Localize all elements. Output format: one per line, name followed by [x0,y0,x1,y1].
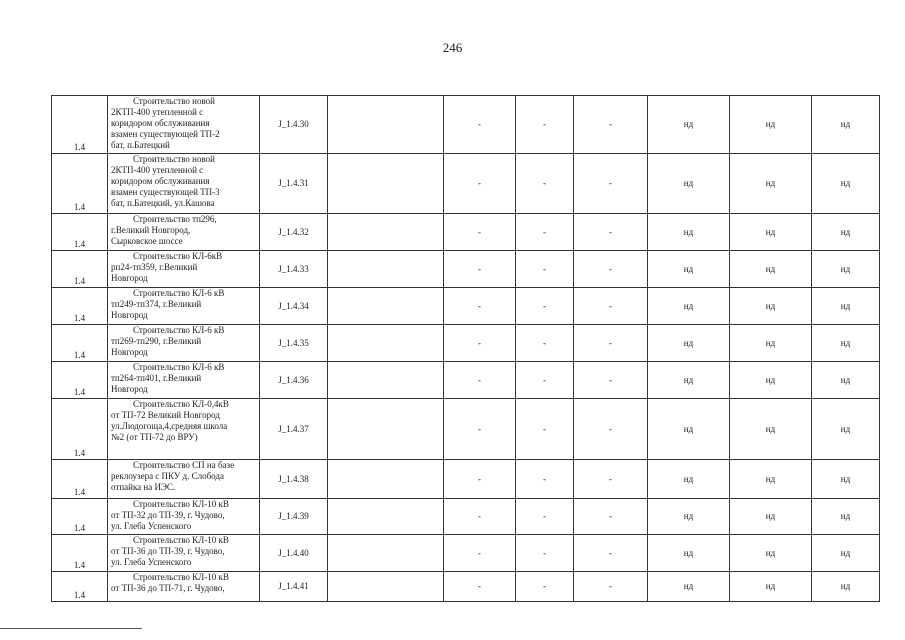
value-cell: - [574,399,648,460]
value-cell: - [516,154,574,214]
name-cell [108,499,260,535]
value-cell: нд [730,399,812,460]
value-cell: нд [730,460,812,499]
table-row [52,362,880,399]
name-cell [108,288,260,325]
value-cell: - [444,96,516,154]
value-cell: нд [730,362,812,399]
code-cell: J_1.4.34 [260,288,328,325]
code-cell: J_1.4.39 [260,499,328,535]
name-line: бат, п.Батецкий [111,140,170,150]
value-cell: - [574,535,648,572]
value-cell: нд [812,572,880,602]
value-cell: - [574,325,648,362]
name-line: Строительство КЛ-10 кВ [133,535,229,545]
name-line: Новгород [111,310,148,320]
name-cell [108,362,260,399]
value-cell: - [444,535,516,572]
value-cell: нд [812,362,880,399]
value-cell [328,535,444,572]
name-cell [108,325,260,362]
table-row [52,251,880,288]
value-cell: - [574,572,648,602]
value-cell [328,214,444,251]
value-cell: - [444,362,516,399]
value-cell: - [516,399,574,460]
name-line: от ТП-72 Великий Новгород [111,410,220,420]
name-line: Строительство КЛ-6 кВ [133,325,225,335]
value-cell: - [516,214,574,251]
value-cell: нд [812,460,880,499]
code-cell: J_1.4.32 [260,214,328,251]
value-cell: нд [730,572,812,602]
name-cell [108,214,260,251]
name-line: Строительство КЛ-6 кВ [133,288,225,298]
name-line: рп24-тп359, г.Великий [111,262,198,272]
name-line: от ТП-36 до ТП-71, г. Чудово, [111,583,225,593]
section-cell: 1.4 [52,535,108,572]
value-cell: нд [812,535,880,572]
table-row [52,535,880,572]
value-cell: нд [648,251,730,288]
value-cell: - [574,251,648,288]
value-cell: - [444,154,516,214]
section-cell: 1.4 [52,499,108,535]
value-cell: нд [812,499,880,535]
value-cell: нд [812,154,880,214]
code-cell: J_1.4.38 [260,460,328,499]
section-cell: 1.4 [52,154,108,214]
name-line: Новгород [111,273,148,283]
value-cell: - [574,214,648,251]
value-cell [328,96,444,154]
name-line: Строительство новой [133,96,215,106]
value-cell: - [516,535,574,572]
investment-table [51,95,880,602]
value-cell [328,154,444,214]
name-line: тп269-тп290, г.Великий [111,336,202,346]
code-cell: J_1.4.41 [260,572,328,602]
name-line: 2КТП-400 утепленной с [111,165,204,175]
name-line: ул.Людогоща,4,средняя школа [111,421,228,431]
value-cell: - [444,499,516,535]
section-cell: 1.4 [52,325,108,362]
value-cell: нд [648,288,730,325]
name-line: взамен существующей ТП-2 [111,129,220,139]
table-row [52,96,880,154]
section-cell: 1.4 [52,399,108,460]
name-cell [108,535,260,572]
name-cell [108,572,260,602]
value-cell: нд [730,251,812,288]
section-cell: 1.4 [52,96,108,154]
value-cell: - [574,499,648,535]
table-row [52,399,880,460]
name-line: 2КТП-400 утепленной с [111,107,204,117]
value-cell: нд [648,362,730,399]
name-cell [108,154,260,214]
value-cell: нд [812,251,880,288]
name-line: реклоузера с ПКУ д. Слобода [111,471,224,481]
section-cell: 1.4 [52,362,108,399]
value-cell: нд [730,499,812,535]
value-cell: нд [730,325,812,362]
value-cell: нд [648,96,730,154]
name-line: коридором обслуживания [111,176,210,186]
table-row [52,214,880,251]
section-cell: 1.4 [52,288,108,325]
value-cell: - [574,460,648,499]
value-cell [328,251,444,288]
name-line: бат, п.Батецкий, ул.Кашова [111,198,215,208]
name-line: Строительство КЛ-0,4кВ [133,399,229,409]
value-cell [328,325,444,362]
value-cell: - [516,572,574,602]
table-row [52,154,880,214]
value-cell: - [574,362,648,399]
value-cell: - [516,325,574,362]
section-cell: 1.4 [52,251,108,288]
value-cell: - [444,460,516,499]
value-cell: - [516,362,574,399]
name-line: Строительство тп296, [133,214,217,224]
table-row [52,460,880,499]
name-line: тп249-тп374, г.Великий [111,299,202,309]
value-cell: - [444,325,516,362]
value-cell: нд [648,399,730,460]
code-cell: J_1.4.30 [260,96,328,154]
name-line: от ТП-32 до ТП-39, г. Чудово, [111,510,225,520]
value-cell: - [516,460,574,499]
code-cell: J_1.4.35 [260,325,328,362]
page-number: 246 [442,40,463,55]
name-line: Новгород [111,347,148,357]
name-cell [108,251,260,288]
value-cell: - [516,96,574,154]
value-cell [328,362,444,399]
value-cell: нд [812,214,880,251]
table-row [52,499,880,535]
value-cell: нд [812,288,880,325]
value-cell: - [574,154,648,214]
value-cell: нд [648,499,730,535]
name-cell [108,96,260,154]
name-line: отпайка на ИЭС. [111,482,176,492]
value-cell: нд [648,214,730,251]
value-cell: нд [648,154,730,214]
name-cell [108,460,260,499]
name-line: ул. Глеба Успенского [111,521,192,531]
section-cell: 1.4 [52,214,108,251]
value-cell: - [516,288,574,325]
value-cell: - [444,214,516,251]
name-line: от ТП-36 до ТП-39, г. Чудово, [111,546,225,556]
footnote-rule [0,628,142,629]
value-cell [328,499,444,535]
value-cell [328,399,444,460]
name-line: г.Великий Новгород, [111,225,191,235]
value-cell: нд [812,96,880,154]
table-row [52,325,880,362]
name-line: №2 (от ТП-72 до ВРУ) [111,432,198,442]
name-line: ул. Глеба Успенского [111,557,192,567]
section-cell: 1.4 [52,572,108,602]
value-cell: - [516,499,574,535]
value-cell: нд [648,325,730,362]
code-cell: J_1.4.36 [260,362,328,399]
code-cell: J_1.4.31 [260,154,328,214]
code-cell: J_1.4.33 [260,251,328,288]
section-cell: 1.4 [52,460,108,499]
value-cell [328,288,444,325]
name-line: Строительство СП на базе [133,460,235,470]
value-cell: нд [648,535,730,572]
name-line: Строительство КЛ-10 кВ [133,499,229,509]
value-cell: нд [730,535,812,572]
table-row [52,288,880,325]
name-cell [108,399,260,460]
value-cell: нд [730,214,812,251]
name-line: Строительство КЛ-10 кВ [133,572,229,582]
name-line: Строительство КЛ-6кВ [133,251,223,261]
value-cell: нд [648,572,730,602]
name-line: Строительство КЛ-6 кВ [133,362,225,372]
name-line: взамен существующей ТП-3 [111,187,220,197]
value-cell: - [574,288,648,325]
name-line: коридором обслуживания [111,118,210,128]
value-cell [328,460,444,499]
name-line: Строительство новой [133,154,215,164]
value-cell: нд [812,325,880,362]
value-cell [328,572,444,602]
name-line: тп264-тп401, г.Великий [111,373,202,383]
value-cell: нд [730,288,812,325]
value-cell: - [444,251,516,288]
code-cell: J_1.4.40 [260,535,328,572]
value-cell: - [444,572,516,602]
value-cell: нд [648,460,730,499]
name-line: Сырковское шоссе [111,236,183,246]
value-cell: - [444,288,516,325]
value-cell: нд [730,154,812,214]
value-cell: - [516,251,574,288]
value-cell: нд [730,96,812,154]
table-row [52,572,880,602]
value-cell: нд [812,399,880,460]
value-cell: - [444,399,516,460]
value-cell: - [574,96,648,154]
code-cell: J_1.4.37 [260,399,328,460]
name-line: Новгород [111,384,148,394]
